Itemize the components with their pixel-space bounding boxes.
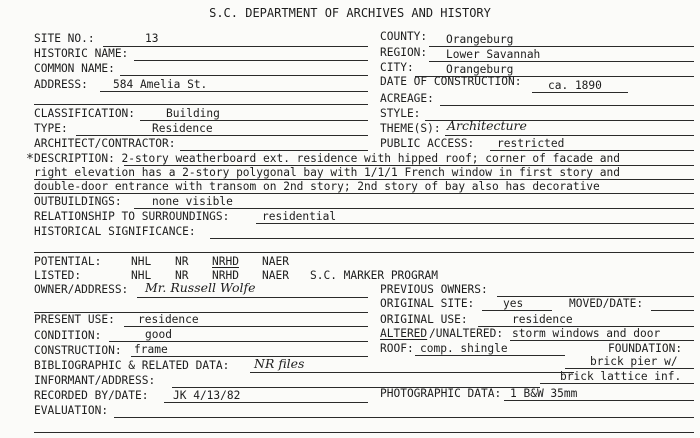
foundation-line-1 (565, 368, 694, 369)
county-value: Orangeburg (446, 33, 514, 46)
outbuildings-line (134, 208, 694, 209)
condition-value: good (145, 328, 172, 341)
recorded-line (164, 402, 368, 403)
construction-line (131, 356, 368, 357)
region-line (429, 61, 694, 62)
acreage-line (440, 105, 694, 106)
original-site-value: yes (503, 297, 524, 310)
roof-line (415, 355, 565, 356)
address-line (100, 91, 368, 92)
foundation-label: FOUNDATION: (608, 342, 683, 355)
architect-label: ARCHITECT/CONTRACTOR: (34, 137, 176, 150)
site-no-label: SITE NO.: (34, 32, 95, 45)
photographic-label: PHOTOGRAPHIC DATA: (380, 387, 502, 400)
region-value: Lower Savannah (446, 48, 541, 61)
moved-line (651, 310, 694, 311)
architect-line (180, 150, 368, 151)
description-line-1: DESCRIPTION: 2-story weatherboard ext. residence with hipped roof; corner of facade and (34, 152, 620, 165)
type-line (76, 135, 368, 136)
potential-nhl: NHL (131, 255, 152, 268)
date-line (532, 92, 628, 93)
style-label: STYLE: (380, 107, 421, 120)
owner-value: Mr. Russell Wolfe (145, 280, 256, 295)
relationship-label: RELATIONSHIP TO SURROUNDINGS: (34, 210, 230, 223)
region-label: REGION: (380, 46, 428, 59)
recorded-value: JK 4/13/82 (173, 389, 241, 402)
site-no-value: 13 (145, 32, 159, 45)
foundation-value-2: brick lattice inf. (560, 370, 682, 383)
roof-value: comp. shingle (420, 342, 508, 355)
description-underline-3 (34, 193, 694, 194)
city-label: CITY: (380, 61, 414, 74)
address-value: 584 Amelia St. (113, 78, 208, 91)
bibliographic-label: BIBLIOGRAPHIC & RELATED DATA: (34, 359, 230, 372)
common-name-line (120, 75, 368, 76)
classification-value: Building (166, 107, 220, 120)
form-title: S.C. DEPARTMENT OF ARCHIVES AND HISTORY (209, 6, 491, 20)
county-label: COUNTY: (380, 30, 428, 43)
photographic-line (504, 400, 694, 401)
final-line (34, 432, 694, 433)
public-access-line (490, 150, 694, 151)
outbuildings-value: none visible (152, 195, 233, 208)
potential-nr: NR (175, 255, 189, 268)
bibliographic-value: NR files (254, 356, 305, 371)
historical-significance-line (210, 238, 694, 239)
address-label: ADDRESS: (34, 78, 88, 91)
evaluation-line (114, 417, 694, 418)
present-use-label: PRESENT USE: (34, 313, 115, 326)
themes-line (445, 135, 694, 136)
photographic-value: 1 B&W 35mm (510, 387, 578, 400)
roof-label: ROOF: (380, 342, 414, 355)
original-site-label: ORIGINAL SITE: (380, 297, 475, 310)
outbuildings-label: OUTBUILDINGS: (34, 195, 122, 208)
foundation-value-1: brick pier w/ (590, 355, 678, 368)
foundation-line-2 (540, 383, 694, 384)
altered-value: storm windows and door (512, 327, 661, 340)
potential-naer: NAER (262, 255, 289, 268)
relationship-line (256, 223, 694, 224)
moved-label: MOVED/DATE: (569, 297, 644, 310)
classification-underline (140, 120, 368, 121)
listed-label: LISTED: (34, 269, 82, 282)
construction-value: frame (134, 343, 168, 356)
marker-program: S.C. MARKER PROGRAM (310, 269, 438, 282)
type-label: TYPE: (34, 122, 68, 135)
themes-value: Architecture (447, 118, 527, 133)
listed-nrhd: NRHD (212, 269, 239, 282)
classification-line (34, 104, 368, 105)
informant-label: INFORMANT/ADDRESS: (34, 374, 156, 387)
recorded-label: RECORDED BY/DATE: (34, 389, 149, 402)
themes-label: THEME(S): (380, 122, 441, 135)
description-asterisk: * (26, 152, 34, 167)
potential-label: POTENTIAL: (34, 255, 102, 268)
listed-nhl: NHL (131, 269, 152, 282)
acreage-label: ACREAGE: (380, 92, 434, 105)
condition-label: CONDITION: (34, 329, 102, 342)
city-value: Orangeburg (446, 63, 514, 76)
owner-line (137, 297, 368, 298)
previous-owners-label: PREVIOUS OWNERS: (380, 283, 488, 296)
evaluation-label: EVALUATION: (34, 404, 109, 417)
original-use-value: residence (512, 313, 573, 326)
public-access-label: PUBLIC ACCESS: (380, 137, 475, 150)
condition-line (109, 341, 368, 342)
date-label: DATE OF CONSTRUCTION: (380, 75, 522, 88)
relationship-value: residential (262, 210, 337, 223)
listed-naer: NAER (262, 269, 289, 282)
owner-label: OWNER/ADDRESS: (34, 283, 129, 296)
county-line (429, 46, 694, 47)
listed-nr: NR (175, 269, 189, 282)
date-value: ca. 1890 (548, 79, 602, 92)
historic-name-label: HISTORIC NAME: (34, 47, 129, 60)
present-use-line (124, 326, 368, 327)
section-divider (34, 252, 694, 253)
present-use-value: residence (138, 313, 199, 326)
altered-line (510, 340, 694, 341)
bibliographic-line (250, 372, 574, 373)
common-name-label: COMMON NAME: (34, 62, 115, 75)
site-no-line (103, 46, 368, 47)
unaltered-label: /UNALTERED: (429, 327, 504, 340)
historic-name-line (134, 60, 368, 61)
description-line-2: right elevation has a 2-story polygonal bay with 1/1/1 French window in first story and (34, 166, 620, 179)
altered-label: ALTERED (380, 327, 428, 340)
original-site-line (482, 310, 552, 311)
construction-label: CONSTRUCTION: (34, 344, 122, 357)
potential-nrhd: NRHD (212, 255, 239, 268)
public-access-value: restricted (497, 137, 565, 150)
type-value: Residence (152, 122, 213, 135)
description-line-3: double-door entrance with transom on 2nd story; 2nd story of bay also has decorative (34, 180, 600, 193)
historical-significance-label: HISTORICAL SIGNIFICANCE: (34, 225, 196, 238)
original-use-label: ORIGINAL USE: (380, 313, 468, 326)
classification-label: CLASSIFICATION: (34, 107, 136, 120)
